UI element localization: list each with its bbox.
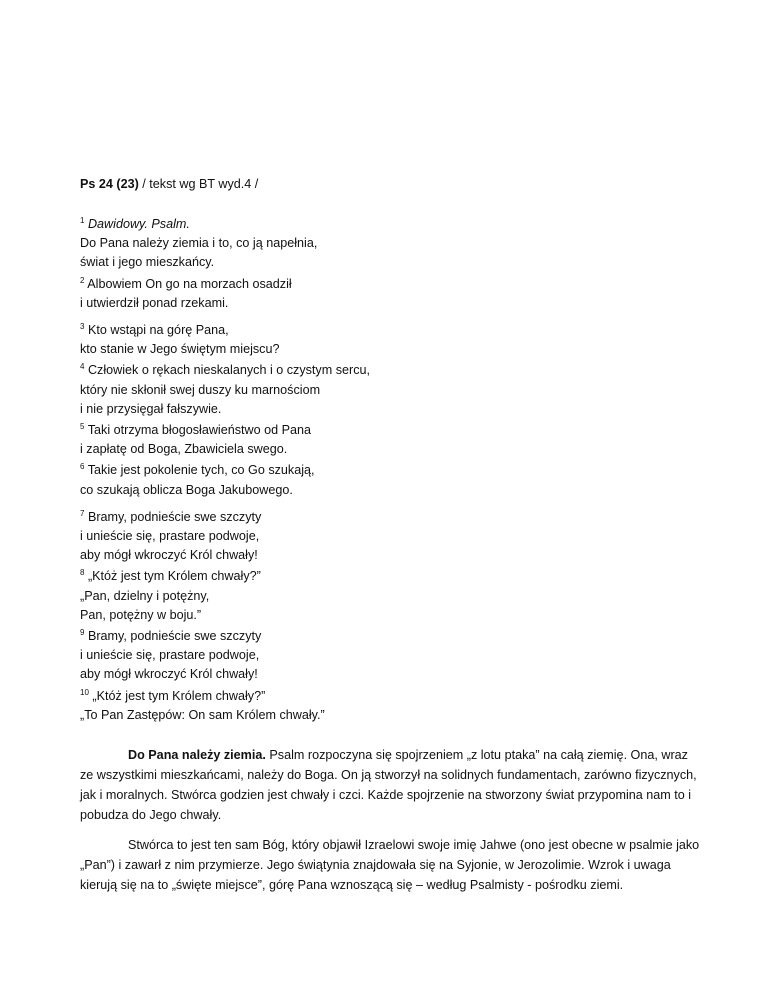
heading-bold: Ps 24 (23)	[80, 177, 139, 191]
commentary-paragraph	[80, 835, 700, 895]
verse-text: „Pan, dzielny i potężny,	[80, 588, 210, 603]
psalm-line	[80, 665, 700, 684]
verse-text: i utwierdził ponad rzekami.	[80, 295, 229, 310]
psalm-stanza	[80, 321, 700, 500]
psalm-line	[80, 587, 700, 606]
verse-number: 4	[80, 362, 85, 372]
psalm-line	[80, 546, 700, 565]
psalm-line	[80, 340, 700, 359]
verse-number: 8	[80, 568, 85, 578]
verse-number: 7	[80, 508, 85, 518]
verse-number: 9	[80, 628, 85, 638]
psalm-stanza	[80, 508, 700, 725]
psalm-line	[80, 461, 700, 480]
verse-number: 5	[80, 422, 85, 432]
verse-text: Dawidowy. Psalm.	[87, 217, 190, 231]
verse-text: Takie jest pokolenie tych, co Go szukają,	[87, 463, 315, 478]
psalm-line	[80, 527, 700, 546]
psalm-line	[80, 234, 700, 253]
verse-text: aby mógł wkroczyć Król chwały!	[80, 667, 258, 682]
verse-number: 2	[80, 275, 85, 285]
verse-text: co szukają oblicza Boga Jakubowego.	[80, 482, 293, 497]
verse-text: Bramy, podnieście swe szczyty	[87, 629, 262, 644]
verse-number: 10	[80, 687, 89, 697]
psalm-line	[80, 706, 700, 725]
verse-text: Bramy, podnieście swe szczyty	[87, 509, 262, 524]
verse-text: kto stanie w Jego świętym miejscu?	[80, 342, 280, 357]
commentary-text: Psalm rozpoczyna się spojrzeniem „z lotu ptaka” na całą ziemię. Ona, wraz ze wszystkimi mieszkańcami, należy do Boga. On ją stworzył na solidnych fundamentach, zarówno fizycznych, jak i moralnych. Stwórca godzien jest chwały i czci. Każde spojrzenie na stworzony świat przypomina nam to i pobudza do Jego chwały.	[80, 748, 697, 823]
verse-text: i nie przysięgał fałszywie.	[80, 401, 222, 416]
psalm-line	[80, 627, 700, 646]
psalm-line	[80, 421, 700, 440]
verse-text: aby mógł wkroczyć Król chwały!	[80, 548, 258, 563]
verse-number: 1	[80, 216, 85, 225]
psalm-line	[80, 508, 700, 527]
verse-text: „To Pan Zastępów: On sam Królem chwały.”	[80, 707, 325, 722]
verse-text: Pan, potężny w boju.”	[80, 607, 202, 622]
verse-text: Taki otrzyma błogosławieństwo od Pana	[87, 423, 312, 438]
document-heading	[80, 174, 700, 194]
verse-number: 6	[80, 462, 85, 472]
verse-text: Do Pana należy ziemia i to, co ją napełnia,	[80, 236, 318, 251]
commentary-lead: Do Pana należy ziemia.	[128, 748, 266, 763]
verse-number: 3	[80, 322, 85, 332]
verse-text: Kto wstąpi na górę Pana,	[87, 323, 229, 338]
psalm-line	[80, 687, 700, 706]
commentary-paragraph	[80, 745, 700, 825]
psalm-line	[80, 606, 700, 625]
psalm-line	[80, 440, 700, 459]
psalm-line	[80, 253, 700, 272]
commentary-text: Stwórca to jest ten sam Bóg, który objawił Izraelowi swoje imię Jahwe (ono jest obecne w psalmie jako „Pan”) i zawarł z nim przymierze. Jego świątynia znajdowała się na Syjonie, w Jerozolimie. Wzrok i uwaga kierują się na to „święte miejsce”, górę Pana wznoszącą się – według Psalmisty - pośrodku ziemi.	[80, 838, 700, 893]
psalm-line	[80, 215, 700, 234]
verse-text: Albowiem On go na morzach osadził	[87, 276, 292, 291]
verse-text: i unieście się, prastare podwoje,	[80, 529, 260, 544]
verse-text: który nie skłonił swej duszy ku marnościom	[80, 382, 321, 397]
document-content	[80, 174, 700, 905]
verse-text: Człowiek o rękach nieskalanych i o czystym sercu,	[87, 363, 371, 378]
commentary	[80, 745, 700, 895]
verse-text: świat i jego mieszkańcy.	[80, 255, 215, 270]
verse-text: „Któż jest tym Królem chwały?”	[92, 688, 266, 703]
psalm-line	[80, 361, 700, 380]
heading-rest: / tekst wg BT wyd.4 /	[138, 177, 259, 191]
psalm-line	[80, 646, 700, 665]
verse-text: „Któż jest tym Królem chwały?”	[87, 569, 261, 584]
psalm-line	[80, 400, 700, 419]
psalm-line	[80, 321, 700, 340]
psalm-line	[80, 567, 700, 586]
psalm-line	[80, 381, 700, 400]
psalm-line	[80, 294, 700, 313]
psalm-stanza	[80, 215, 700, 313]
verse-text: i zapłatę od Boga, Zbawiciela swego.	[80, 442, 288, 457]
verse-text: i unieście się, prastare podwoje,	[80, 648, 260, 663]
psalm-line	[80, 481, 700, 500]
psalm-line	[80, 275, 700, 294]
